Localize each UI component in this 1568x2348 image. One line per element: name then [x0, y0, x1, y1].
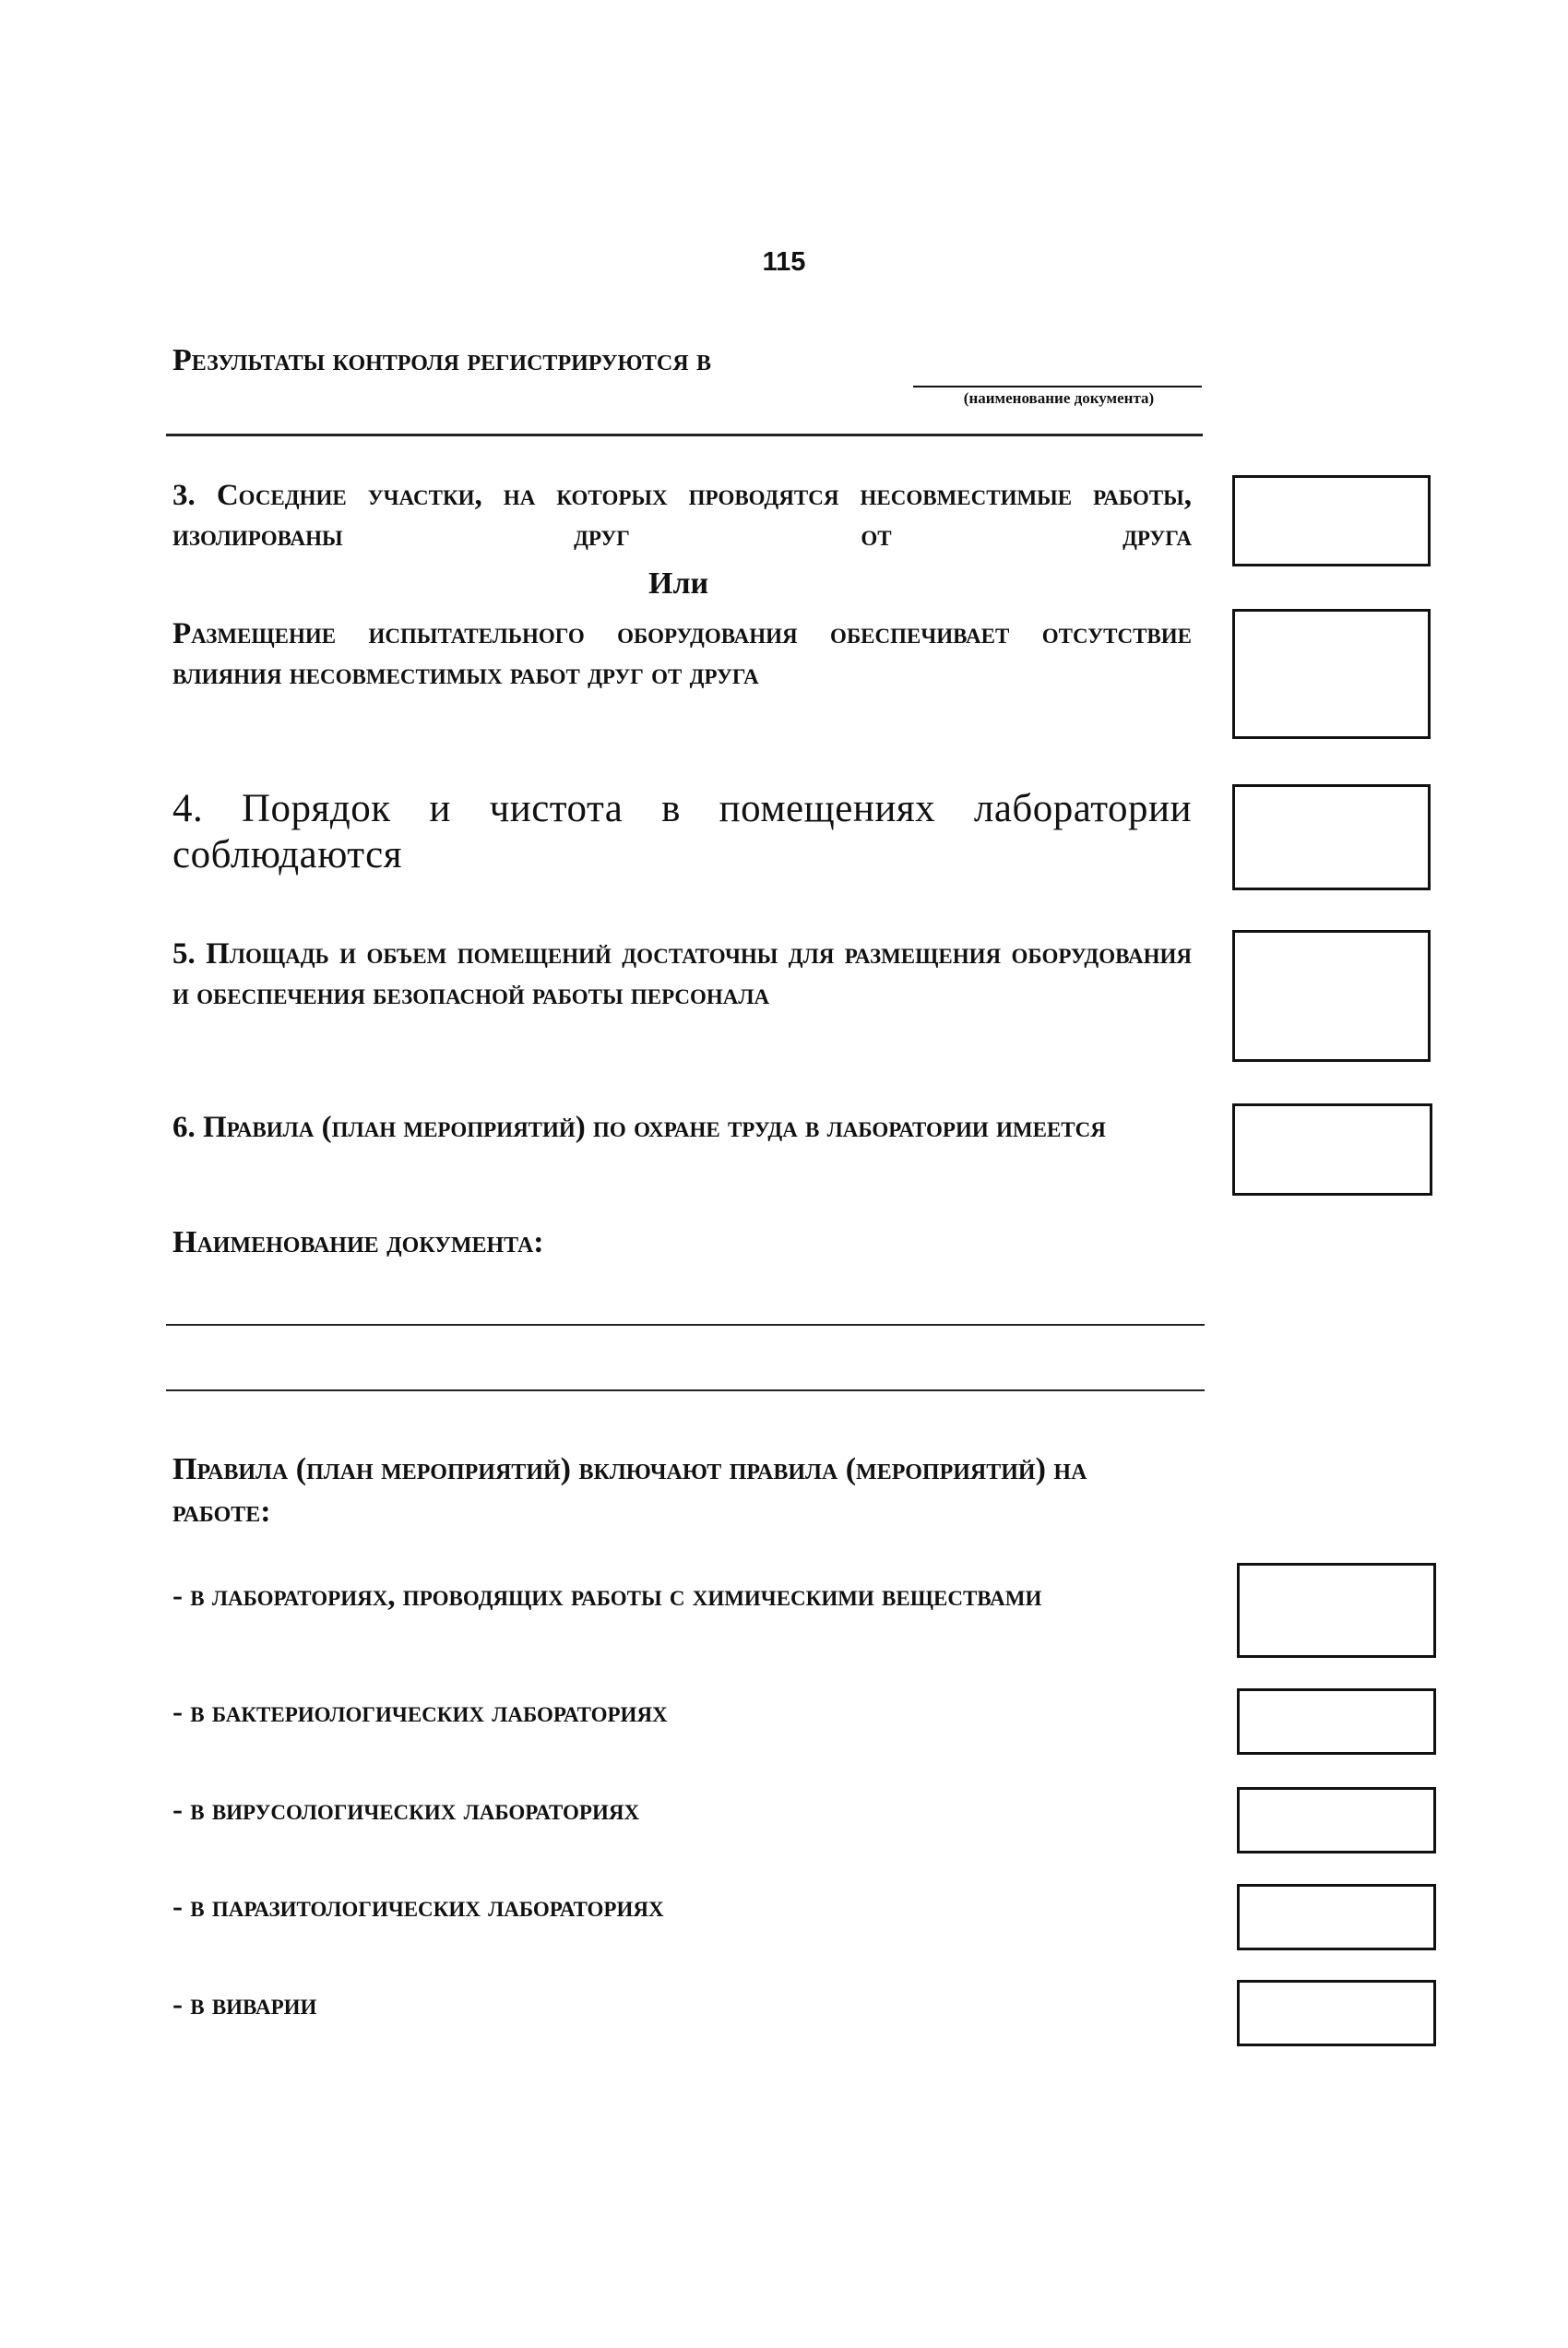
rules-item-bacteriological: - в бактериологических лабораториях — [172, 1696, 668, 1729]
section-divider — [166, 434, 1203, 436]
item-3-alt-checkbox[interactable] — [1232, 609, 1431, 739]
item-3-checkbox[interactable] — [1232, 475, 1431, 566]
rules-item-parasitological: - в паразитологических лабораториях — [172, 1890, 664, 1924]
rules-intro: Правила (план мероприятий) включают правила (мероприятий) на работе: — [172, 1452, 1087, 1529]
rules-item-vivarium-checkbox[interactable] — [1237, 1980, 1436, 2046]
document-name-label: Наименование документа: — [172, 1225, 544, 1259]
document-name-line-1[interactable] — [166, 1324, 1205, 1326]
rules-item-chemical: - в лабораториях, проводящих работы с химическими веществами — [172, 1579, 1042, 1613]
item-4-checkbox[interactable] — [1232, 784, 1431, 890]
or-label: Или — [648, 566, 709, 601]
rules-item-vivarium: - в виварии — [172, 1988, 317, 2021]
item-6-text: 6. Правила (план мероприятий) по охране труда в лаборатории имеется — [172, 1111, 1106, 1144]
document-name-line[interactable] — [913, 386, 1202, 387]
page-number: 115 — [762, 247, 806, 277]
item-3-text: 3. Соседние участки, на которых проводятся несовместимые работы, изолированы друг от друга — [172, 479, 1192, 553]
item-4-text: 4. Порядок и чистота в помещениях лаборатории соблюдаются — [172, 787, 1192, 876]
rules-item-parasitological-checkbox[interactable] — [1237, 1884, 1436, 1950]
rules-item-virological: - в вирусологических лабораториях — [172, 1794, 640, 1827]
item-5-checkbox[interactable] — [1232, 930, 1431, 1062]
document-name-caption: (наименование документа) — [963, 389, 1155, 407]
item-3-alt-text: Размещение испытательного оборудования обеспечивает отсутствие влияния несовместимых работ друг от друга — [172, 617, 1192, 691]
results-label: Результаты контроля регистрируются в — [172, 343, 712, 377]
item-5-text: 5. Площадь и объем помещений достаточны для размещения оборудования и обеспечения безопасной работы персонала — [172, 937, 1192, 1011]
item-6-checkbox[interactable] — [1232, 1103, 1432, 1196]
rules-item-bacteriological-checkbox[interactable] — [1237, 1688, 1436, 1755]
rules-item-virological-checkbox[interactable] — [1237, 1787, 1436, 1853]
rules-item-chemical-checkbox[interactable] — [1237, 1563, 1436, 1658]
document-name-line-2[interactable] — [166, 1389, 1205, 1391]
